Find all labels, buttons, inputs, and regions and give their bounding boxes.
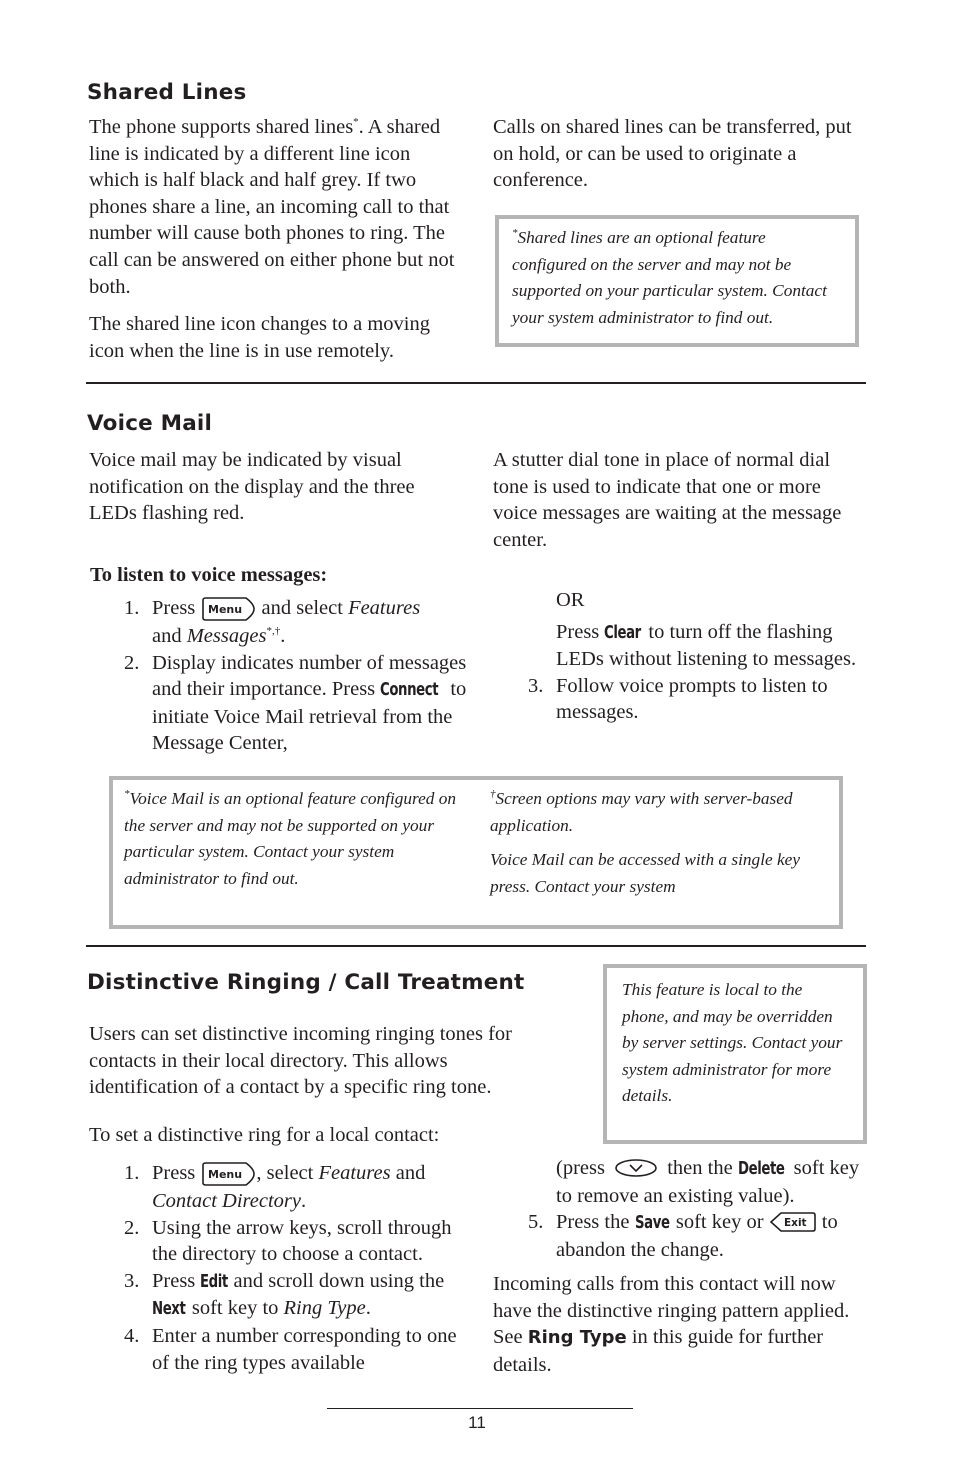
distinctive-ringing-closing: Incoming calls from this contact will now have the distinctive ringing pattern applied. See Ring Type in this guide for further details. <box>493 1273 850 1376</box>
menu-key-icon <box>200 1161 256 1189</box>
list-item: 1. Press Menu and select Features and Messages*,†. <box>124 597 421 648</box>
edit-key-label: Edit <box>200 1270 229 1292</box>
clear-option: Press Clear to turn off the flashing LEDs without listening to messages. <box>556 620 857 671</box>
list-item: 4. Enter a number corresponding to one of the ring types available <box>124 1325 457 1374</box>
distinctive-ringing-note: This feature is local to the phone, and may be overridden by server settings. Contact your system administrator for more details. <box>622 980 843 1106</box>
list-item: 1. Press Menu , select Features and Contact Directory. <box>124 1162 426 1213</box>
clear-key-label: Clear <box>604 621 642 643</box>
distinctive-ringing-steps-continued <box>493 1155 865 1263</box>
section-divider <box>86 382 866 384</box>
down-arrow-key-icon <box>614 1156 658 1183</box>
or-text: OR <box>556 589 585 611</box>
footer-rule <box>327 1408 633 1409</box>
shared-lines-footnote: Shared lines are an optional feature configured on the server and may not be supported on your particular system. Contact your system administrator to find out. <box>512 228 827 327</box>
voice-mail-steps-continued <box>493 587 865 726</box>
voice-mail-footnote-left: *Voice Mail is an optional feature configured on the server and may not be supported on your particular system. Contact your system administrator to find out. <box>124 788 457 888</box>
exit-key-icon <box>769 1210 817 1237</box>
section-divider <box>86 945 866 947</box>
next-key-label: Next <box>152 1298 186 1320</box>
delete-instruction: (press then the Delete soft key to remove an existing value). <box>556 1157 860 1207</box>
distinctive-ringing-paragraph-1: Users can set distinctive incoming ringing tones for contacts in their local directory. This allows identification of a contact by a specific ring tone. <box>89 1023 513 1099</box>
distinctive-ringing-heading: Distinctive Ringing / Call Treatment <box>87 970 525 995</box>
voice-mail-intro-left: Voice mail may be indicated by visual notification on the display and the three LEDs flashing red. <box>89 449 415 525</box>
list-item: 3. Follow voice prompts to listen to messages. <box>528 674 828 724</box>
shared-lines-paragraph-2: The shared line icon changes to a moving icon when the line is in use remotely. <box>89 313 430 362</box>
svg-text:Menu: Menu <box>208 1167 243 1181</box>
voice-mail-footnote-right: †Screen options may vary with server-based application. Voice Mail can be accessed with a single key press. Contact your system <box>490 788 800 896</box>
save-key-label: Save <box>634 1212 670 1234</box>
distinctive-ringing-paragraph-2: To set a distinctive ring for a local contact: <box>89 1124 440 1146</box>
voice-mail-steps <box>90 595 470 757</box>
shared-lines-paragraph-3: Calls on shared lines can be transferred, put on hold, or can be used to originate a conference. <box>493 116 852 192</box>
menu-key-icon <box>200 596 256 624</box>
voice-mail-steps-title: To listen to voice messages: <box>90 564 328 586</box>
connect-key-label: Connect <box>380 679 439 701</box>
distinctive-ringing-note-box <box>603 964 867 1144</box>
svg-text:Exit: Exit <box>783 1217 807 1230</box>
voice-mail-heading: Voice Mail <box>87 411 213 436</box>
ring-type-link[interactable]: Ring Type <box>527 1327 627 1349</box>
list-item: 2. Using the arrow keys, scroll through the directory to choose a contact. <box>124 1216 452 1266</box>
voice-mail-intro-right: A stutter dial tone in place of normal dial tone is used to indicate that one or more voice messages are waiting at the message center. <box>493 449 842 551</box>
list-item: 2. Display indicates number of messages and their importance. Press Connect to initiate Voice Mail retrieval from the Message Center, <box>124 651 467 755</box>
svg-text:Menu: Menu <box>208 602 243 616</box>
shared-lines-footnote-box: *Shared lines are an optional feature configured on the server and may not be supported on your particular system. Contact your system administrator to find out. <box>495 215 859 347</box>
delete-key-label: Delete <box>737 1158 785 1179</box>
list-item: 5. Press the Save soft key or Exit to abandon the change. <box>528 1211 838 1261</box>
shared-lines-paragraph-1: The phone supports shared lines*. A shared line is indicated by a different line icon which is half black and half grey. If two phones share a line, an incoming call to that number will cause both phones to ring. The call can be answered on either phone but not both. <box>89 116 455 298</box>
shared-lines-heading: Shared Lines <box>87 80 247 105</box>
page-number: 11 <box>468 1413 486 1432</box>
list-item: 3. Press Edit and scroll down using the Next soft key to Ring Type. <box>90 1268 475 1323</box>
voice-mail-footnote-box <box>109 776 843 929</box>
distinctive-ringing-steps <box>90 1160 475 1376</box>
